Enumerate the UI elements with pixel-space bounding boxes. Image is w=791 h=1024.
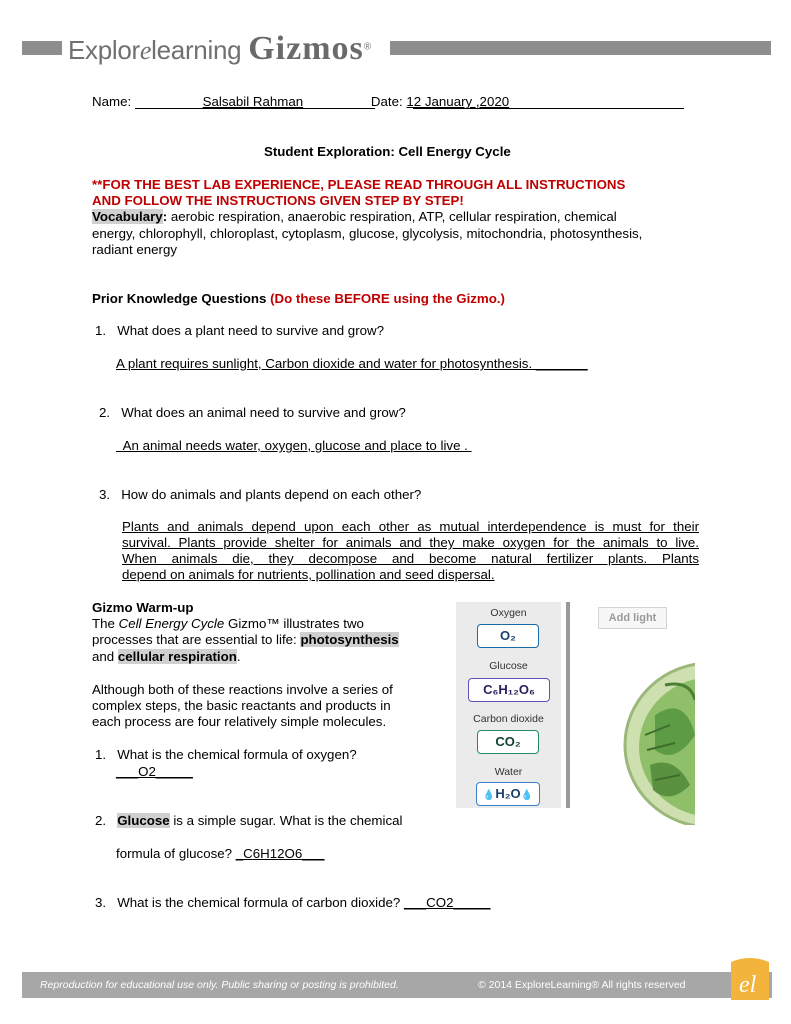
prior-a3-line-4: depend on animals for nutrients, pollination and seed dispersal.	[122, 567, 495, 582]
warmup-a2: _C6H12O6___	[235, 846, 325, 861]
explorelearning-el-logo-icon	[727, 954, 773, 1004]
warmup-p2-line-1: Although both of these reactions involve a series of	[92, 682, 393, 697]
date-underline	[413, 108, 684, 109]
glucose-label: Glucose	[489, 660, 528, 672]
prior-a3-line-3: When animals die, they decompose and become natural fertilizer plants. Plants	[122, 551, 699, 566]
cellular-respiration-highlight: cellular respiration	[117, 649, 237, 664]
oxygen-molecule-tile[interactable]: O₂	[477, 624, 539, 648]
prior-a2: An animal needs water, oxygen, glucose and place to live .	[116, 438, 472, 453]
vocabulary-line-1: Vocabulary: aerobic respiration, anaerobic respiration, ATP, cellular respiration, chemical	[92, 209, 617, 224]
warmup-p1-line-3: and cellular respiration.	[92, 649, 241, 664]
glucose-highlight: Glucose	[117, 813, 170, 828]
date-label: Date:	[370, 94, 403, 109]
prior-a1: A plant requires sunlight, Carbon dioxide and water for photosynthesis. _______	[116, 356, 588, 371]
footer-disclaimer: Reproduction for educational use only. Public sharing or posting is prohibited.	[40, 979, 399, 991]
warning-line-2: AND FOLLOW THE INSTRUCTIONS GIVEN STEP BY STEP!	[92, 193, 464, 208]
water-label: Water	[494, 766, 523, 778]
explorelearning-gizmos-logo: Explorelearning Gizmos®	[68, 30, 371, 67]
add-light-button[interactable]: Add light	[598, 607, 667, 629]
name-date-line	[92, 94, 674, 109]
name-label: Name:	[92, 94, 132, 109]
prior-a3-line-2: survival. Plants provide shelter for animals and they make oxygen for the animals to live.	[122, 535, 699, 550]
photosynthesis-highlight: photosynthesis	[300, 632, 399, 647]
prior-knowledge-heading: Prior Knowledge Questions (Do these BEFORE using the Gizmo.)	[92, 291, 505, 306]
name-underline	[135, 108, 375, 109]
warmup-a3: ___CO2_____	[403, 895, 491, 910]
svg-text:el: el	[739, 972, 757, 998]
carbon-dioxide-label: Carbon dioxide	[473, 713, 544, 725]
carbon-dioxide-molecule-tile[interactable]: CO₂	[477, 730, 539, 754]
page-title: Student Exploration: Cell Energy Cycle	[264, 144, 511, 159]
date-value: 12 January ,2020	[406, 94, 510, 109]
water-drop-icon: 💧	[482, 790, 496, 801]
vocabulary-label: Vocabulary	[92, 209, 163, 224]
warmup-p2-line-2: complex steps, the basic reactants and products in	[92, 698, 391, 713]
chloroplast-illustration	[615, 655, 695, 825]
warmup-q2-line-2: formula of glucose? _C6H12O6___	[116, 846, 325, 861]
warmup-heading: Gizmo Warm-up	[92, 600, 194, 615]
prior-q3: 3. How do animals and plants depend on each other?	[99, 487, 422, 502]
prior-a3-line-1: Plants and animals depend upon each other as mutual interdependence is must for their	[122, 519, 699, 534]
warmup-q1: 1. What is the chemical formula of oxygen?	[95, 747, 357, 762]
panel-divider	[566, 602, 570, 808]
warmup-p1-line-2: processes that are essential to life: photosynthesis	[92, 632, 399, 647]
warmup-q2: 2. Glucose is a simple sugar. What is the chemical	[95, 813, 403, 828]
name-value: Salsabil Rahman	[202, 94, 304, 109]
warmup-p2-line-3: each process are four relatively simple molecules.	[92, 714, 387, 729]
glucose-molecule-tile[interactable]: C₆H₁₂O₆	[468, 678, 550, 702]
prior-q2: 2. What does an animal need to survive and grow?	[99, 405, 406, 420]
water-drop-icon: 💧	[520, 790, 534, 801]
warmup-a1: ___O2_____	[116, 764, 193, 779]
gizmo-molecule-panel	[456, 602, 561, 808]
oxygen-label: Oxygen	[490, 607, 527, 619]
header-bar-left	[22, 41, 62, 55]
water-molecule-tile[interactable]: 💧H₂O💧	[476, 782, 540, 806]
vocabulary-line-2: energy, chlorophyll, chloroplast, cytoplasm, glucose, glycolysis, mitochondria, photosynthesis,	[92, 226, 643, 241]
vocabulary-line-3: radiant energy	[92, 242, 178, 257]
warning-line-1: **FOR THE BEST LAB EXPERIENCE, PLEASE READ THROUGH ALL INSTRUCTIONS	[92, 177, 626, 192]
warmup-p1-line-1: The Cell Energy Cycle Gizmo™ illustrates two	[92, 616, 364, 631]
header-bar-right	[390, 41, 771, 55]
warmup-q3: 3. What is the chemical formula of carbon dioxide? ___CO2_____	[95, 895, 491, 910]
footer-copyright: © 2014 ExploreLearning® All rights reserved	[478, 979, 686, 991]
prior-q1: 1. What does a plant need to survive and grow?	[95, 323, 385, 338]
